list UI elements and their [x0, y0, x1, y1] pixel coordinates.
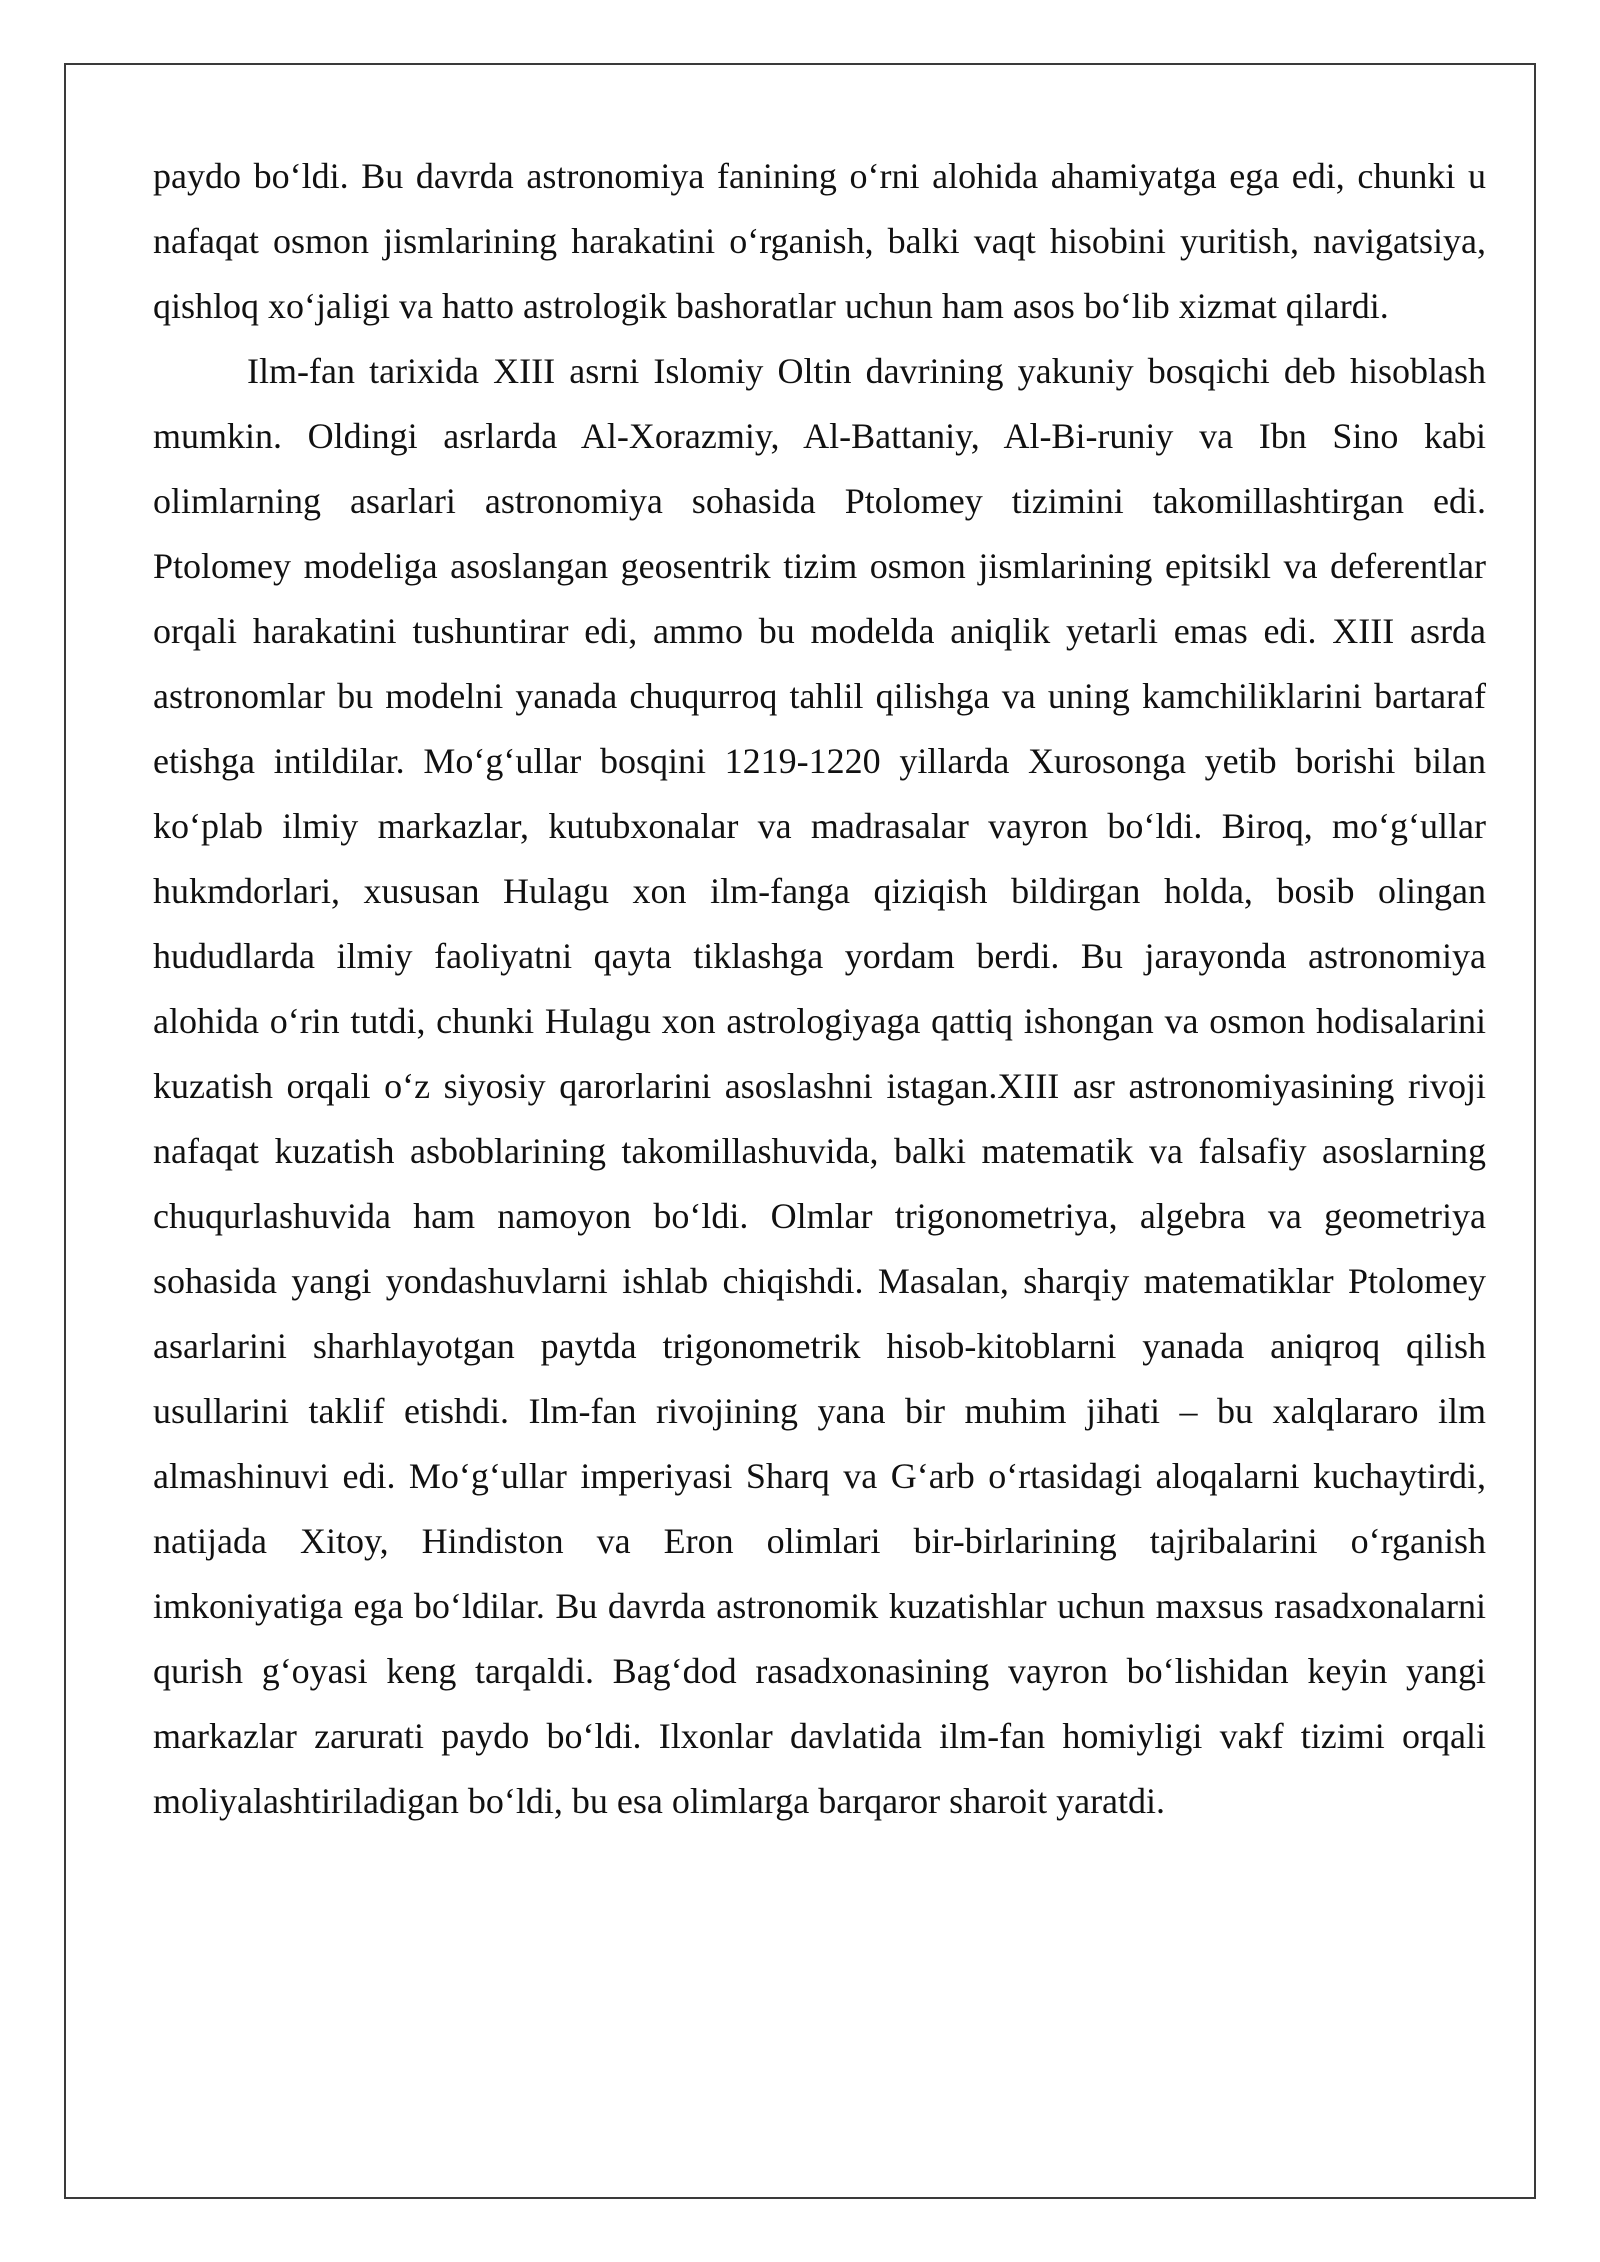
paragraph-main: Ilm-fan tarixida XIII asrni Islomiy Oltin davrining yakuniy bosqichi deb hisoblash mumkin. Oldingi asrlarda Al-Xorazmiy, Al-Battaniy, Al-Bi-runiy va Ibn Sino kabi olimlarning asarlari astronomiya sohasida Ptolomey tizimini takomillashtirgan edi. Ptolomey modeliga asoslangan geosentrik tizim osmon jismlarining epitsikl va deferentlar orqali harakatini tushuntirar edi, ammo bu modelda aniqlik yetarli emas edi. XIII asrda astronomlar bu modelni yanada chuqurroq tahlil qilishga va uning kamchiliklarini bartaraf etishga intildilar. Mo‘g‘ullar bosqini 1219-1220 yillarda Xurosonga yetib borishi bilan ko‘plab ilmiy markazlar, kutubxonalar va madrasalar vayron bo‘ldi. Biroq, mo‘g‘ullar hukmdorlari, xususan Hulagu xon ilm-fanga qiziqish bildirgan holda, bosib olingan hududlarda ilmiy faoliyatni qayta tiklashga yordam berdi. Bu jarayonda astronomiya alohida o‘rin tutdi, chunki Hulagu xon astrologiyaga qattiq ishongan va osmon hodisalarini kuzatish orqali o‘z siyosiy qarorlarini asoslashni istagan.XIII asr astronomiyasining rivoji nafaqat kuzatish asboblarining takomillashuvida, balki matematik va falsafiy asoslarning chuqurlashuvida ham namoyon bo‘ldi. Olmlar trigonometriya, algebra va geometriya sohasida yangi yondashuvlarni ishlab chiqishdi. Masalan, sharqiy matematiklar Ptolomey asarlarini sharhlayotgan paytda trigonometrik hisob-kitoblarni yanada aniqroq qilish usullarini taklif etishdi. Ilm-fan rivojining yana bir muhim jihati – bu xalqlararo ilm almashinuvi edi. Mo‘g‘ullar imperiyasi Sharq va G‘arb o‘rtasidagi aloqalarni kuchaytirdi, natijada Xitoy, Hindiston va Eron olimlari bir-birlarining tajribalarini o‘rganish imkoniyatiga ega bo‘ldilar. Bu davrda astronomik kuzatishlar uchun maxsus rasadxonalarni qurish g‘oyasi keng tarqaldi. Bag‘dod rasadxonasining vayron bo‘lishidan keyin yangi markazlar zarurati paydo bo‘ldi. Ilxonlar davlatida ilm-fan homiyligi vakf tizimi orqali moliyalashtiriladigan bo‘ldi, bu esa olimlarga barqaror sharoit yaratdi. — [153, 351, 1486, 1821]
paragraph-continuation: paydo bo‘ldi. Bu davrda astronomiya fanining o‘rni alohida ahamiyatga ega edi, chunki u nafaqat osmon jismlarining harakatini o‘rganish, balki vaqt hisobini yuritish, navigatsiya, qishloq xo‘jaligi va hatto astrologik bashoratlar uchun ham asos bo‘lib xizmat qilardi. — [153, 156, 1486, 326]
document-body — [153, 144, 1486, 1834]
